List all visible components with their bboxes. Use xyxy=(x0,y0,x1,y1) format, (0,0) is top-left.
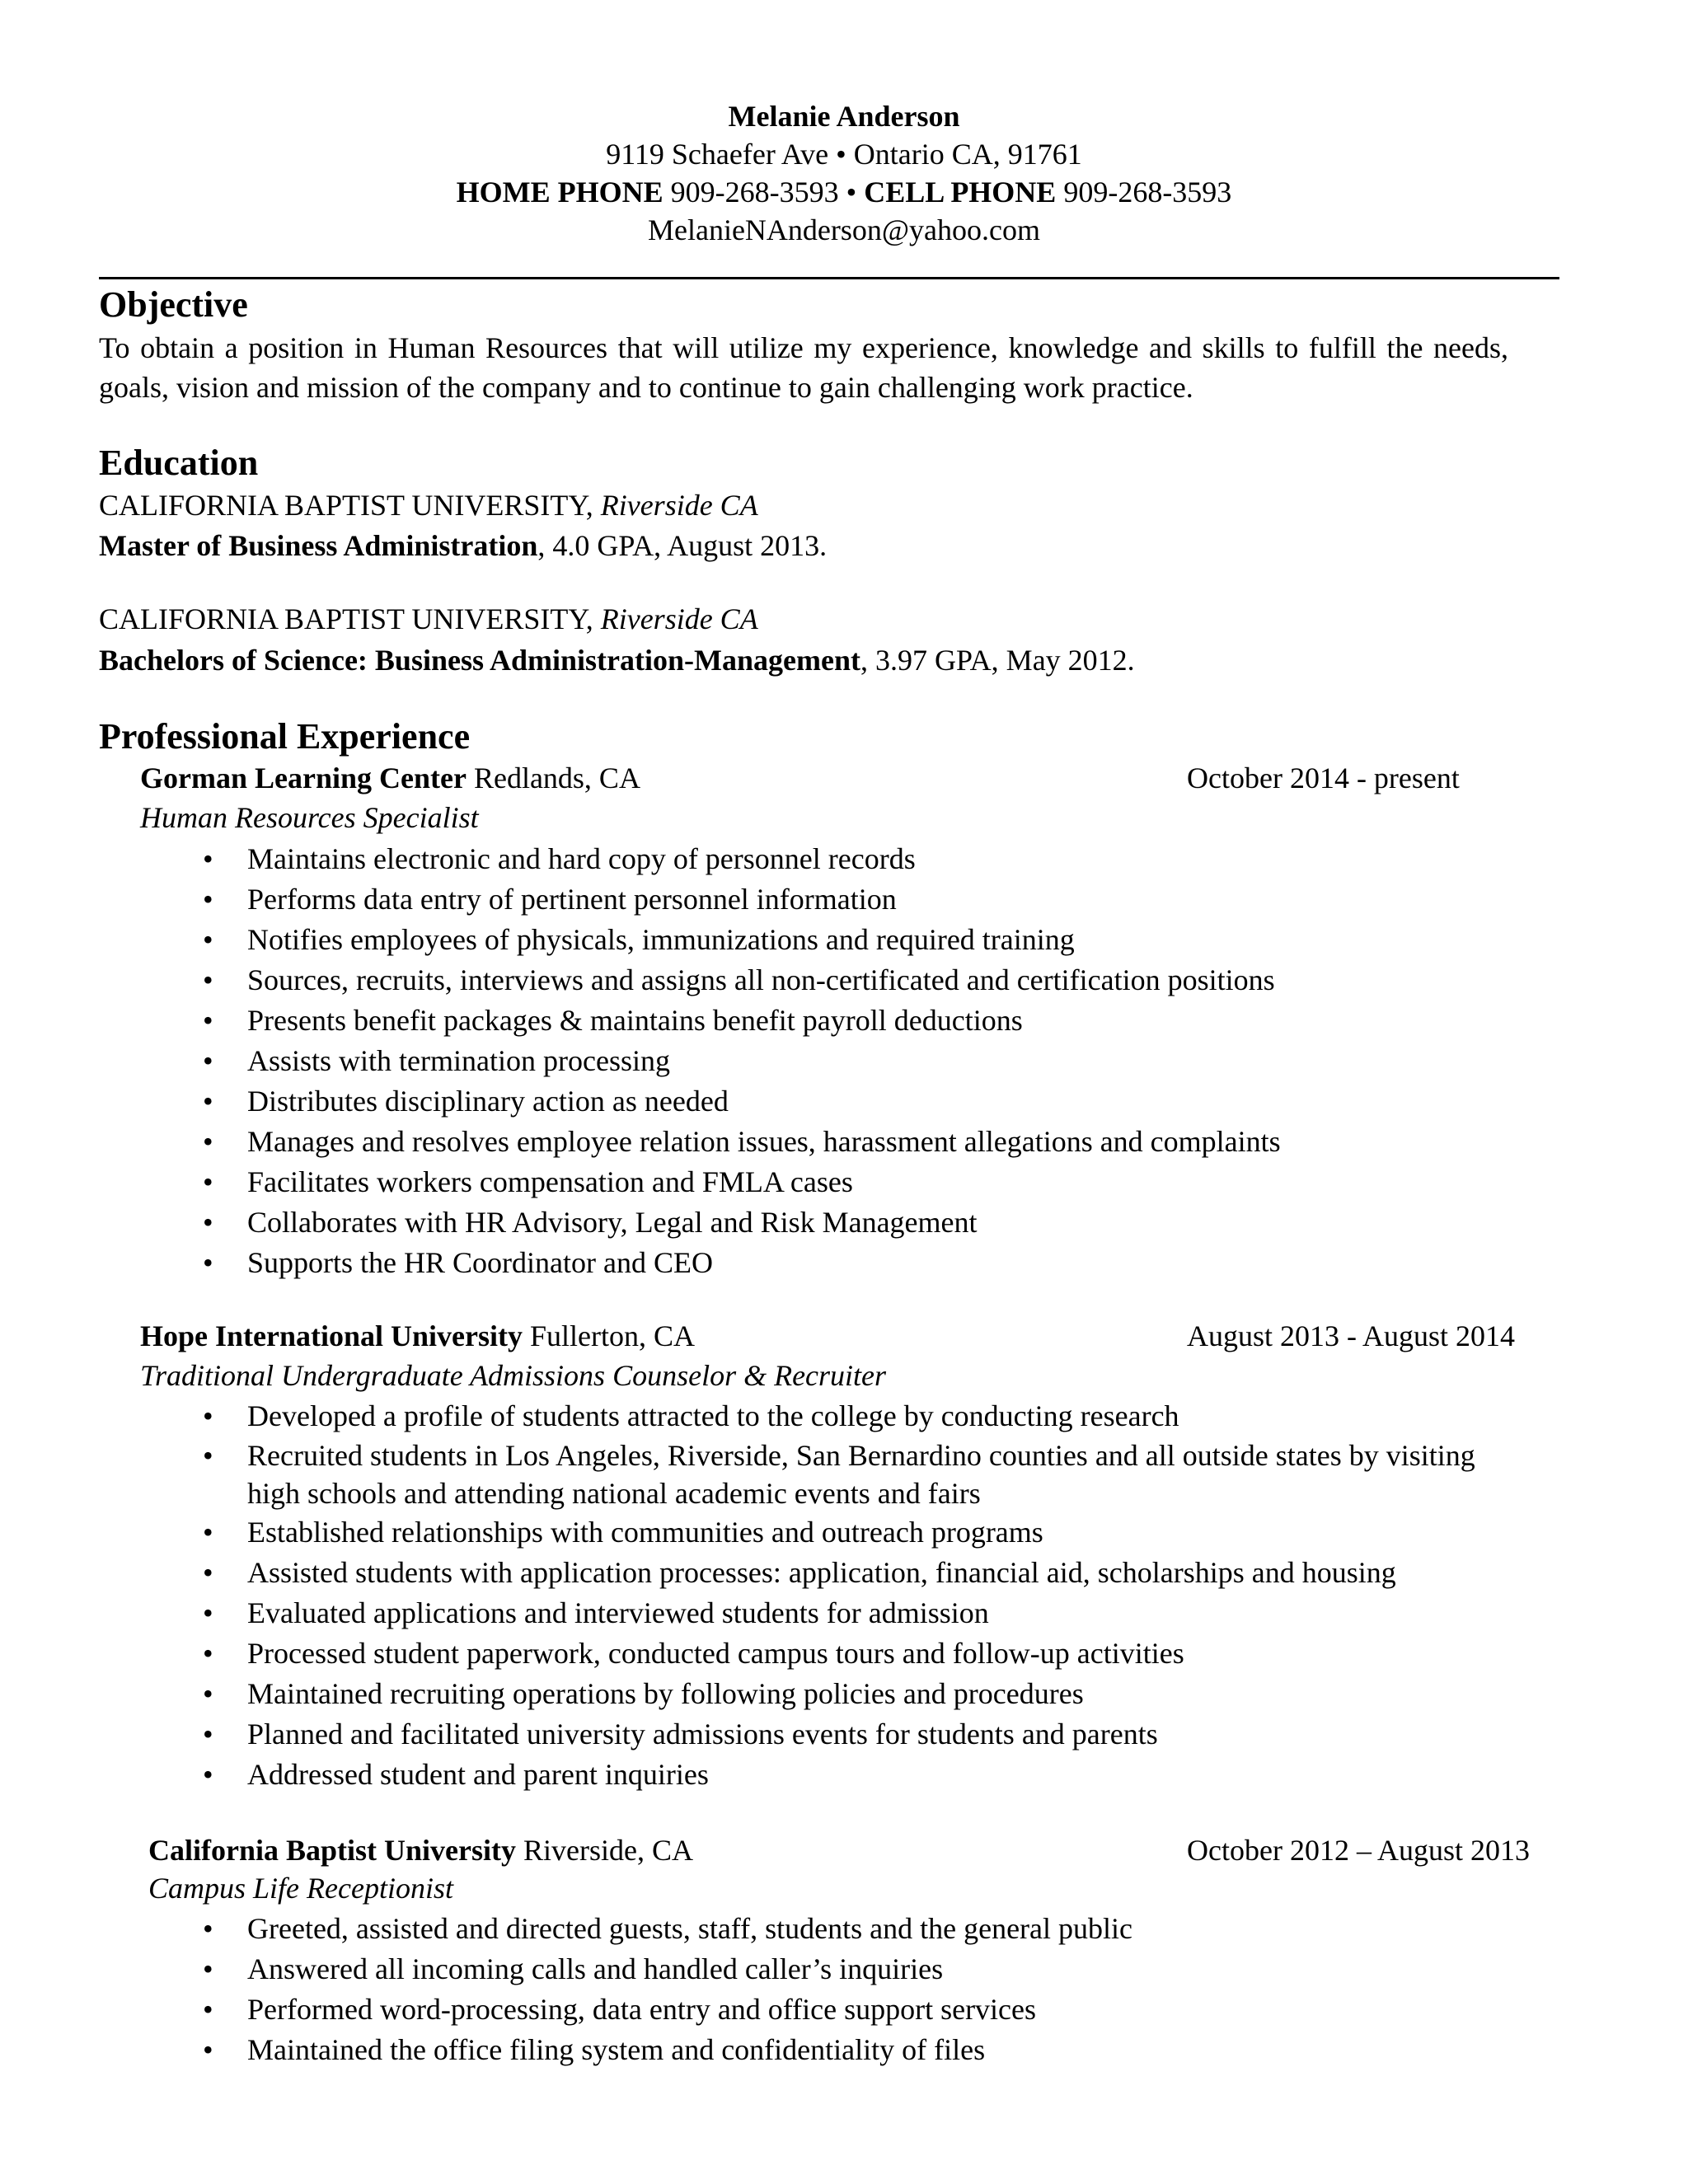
degree-details: , 3.97 GPA, May 2012. xyxy=(860,644,1135,677)
job-title-2: Traditional Undergraduate Admissions Counselor & Recruiter xyxy=(140,1359,887,1392)
job-header-2 xyxy=(140,1317,1558,1355)
home-phone-label: HOME PHONE xyxy=(456,176,663,209)
job-title-3: Campus Life Receptionist xyxy=(148,1872,453,1905)
list-item: • Maintained recruiting operations by following policies and procedures xyxy=(203,1677,1084,1710)
education-school-1 xyxy=(99,486,758,524)
job-duties-1 xyxy=(203,839,1533,1283)
job-duties-3 xyxy=(203,1909,1533,2070)
header-divider xyxy=(99,277,1559,279)
list-item: • Performed word-processing, data entry and office support services xyxy=(203,1993,1037,2026)
education-degree-2 xyxy=(99,641,1135,679)
degree-details: , 4.0 GPA, August 2013. xyxy=(537,529,828,562)
cell-phone: 909-268-3593 xyxy=(1063,176,1232,209)
school-name: CALIFORNIA BAPTIST UNIVERSITY, xyxy=(99,602,593,635)
job-header-3 xyxy=(148,1831,1566,1869)
list-item: • Maintained the office filing system and confidentiality of files xyxy=(203,2033,986,2066)
list-item: • Established relationships with communities and outreach programs xyxy=(203,1516,1043,1549)
list-item: • Answered all incoming calls and handled caller’s inquiries xyxy=(203,1952,944,1985)
employer-location: Riverside, CA xyxy=(523,1834,693,1867)
job-header-1 xyxy=(140,759,1558,797)
list-item: • Developed a profile of students attracted to the college by conducting research xyxy=(203,1399,1179,1432)
list-item: • Distributes disciplinary action as needed xyxy=(203,1085,729,1118)
job-dates: October 2014 - present xyxy=(1187,762,1460,794)
school-name: CALIFORNIA BAPTIST UNIVERSITY, xyxy=(99,489,593,522)
list-item: • Notifies employees of physicals, immunizations and required training xyxy=(203,923,1075,956)
contact-header xyxy=(0,97,1688,249)
job-dates: October 2012 – August 2013 xyxy=(1187,1834,1530,1867)
degree-name: Bachelors of Science: Business Administration-Management xyxy=(99,644,860,677)
home-phone: 909-268-3593 xyxy=(670,176,839,209)
job-duties-2 xyxy=(203,1396,1533,1795)
list-item: • Facilitates workers compensation and FMLA cases xyxy=(203,1165,853,1198)
objective-text: To obtain a position in Human Resources that will utilize my experience, knowledge and skills to fulfill the needs, goals, vision and mission of the company and to continue to gain challenging work practice. xyxy=(99,331,1508,404)
list-item: • Manages and resolves employee relation issues, harassment allegations and complaints xyxy=(203,1125,1281,1158)
list-item: • Maintains electronic and hard copy of personnel records xyxy=(203,842,916,875)
phone-separator: • xyxy=(846,176,857,209)
email: MelanieNAnderson@yahoo.com xyxy=(647,213,1041,246)
applicant-name: Melanie Anderson xyxy=(728,100,960,133)
list-item: • Evaluated applications and interviewed students for admission xyxy=(203,1596,989,1629)
job-dates: August 2013 - August 2014 xyxy=(1187,1319,1516,1352)
employer-name: Gorman Learning Center xyxy=(140,762,467,794)
employer-location: Fullerton, CA xyxy=(530,1319,696,1352)
cell-phone-label: CELL PHONE xyxy=(864,176,1057,209)
list-item: • Greeted, assisted and directed guests, staff, students and the general public xyxy=(203,1912,1133,1945)
list-item: • Collaborates with HR Advisory, Legal and Risk Management xyxy=(203,1206,978,1239)
list-item: • Assisted students with application processes: application, financial aid, scholarships and housing xyxy=(203,1556,1396,1589)
employer-location: Redlands, CA xyxy=(473,762,640,794)
address: 9119 Schaefer Ave • Ontario CA, 91761 xyxy=(606,138,1082,171)
education-degree-1 xyxy=(99,527,827,565)
job-title-1: Human Resources Specialist xyxy=(140,801,479,834)
experience-heading: Professional Experience xyxy=(99,716,471,757)
list-item: • Sources, recruits, interviews and assigns all non-certificated and certification positions xyxy=(203,963,1275,996)
list-item: • Planned and facilitated university admissions events for students and parents xyxy=(203,1718,1158,1750)
list-item: • Performs data entry of pertinent personnel information xyxy=(203,883,897,916)
school-location: Riverside CA xyxy=(600,489,758,522)
education-heading: Education xyxy=(99,443,259,483)
list-item: • Assists with termination processing xyxy=(203,1044,670,1077)
list-item: • Addressed student and parent inquiries xyxy=(203,1758,709,1791)
school-location: Riverside CA xyxy=(600,602,758,635)
education-school-2 xyxy=(99,600,758,638)
employer-name: California Baptist University xyxy=(148,1834,516,1867)
list-item: • Presents benefit packages & maintains benefit payroll deductions xyxy=(203,1004,1023,1037)
degree-name: Master of Business Administration xyxy=(99,529,538,562)
list-item: • Supports the HR Coordinator and CEO xyxy=(203,1246,713,1279)
list-item: • Processed student paperwork, conducted campus tours and follow-up activities xyxy=(203,1637,1184,1670)
phone-line xyxy=(0,173,1688,211)
objective-heading: Objective xyxy=(99,284,248,325)
employer-name: Hope International University xyxy=(140,1319,523,1352)
list-item: • Recruited students in Los Angeles, Riverside, San Bernardino counties and all outside states by visiting high schools and attending national academic events and fairs xyxy=(203,1439,1475,1510)
